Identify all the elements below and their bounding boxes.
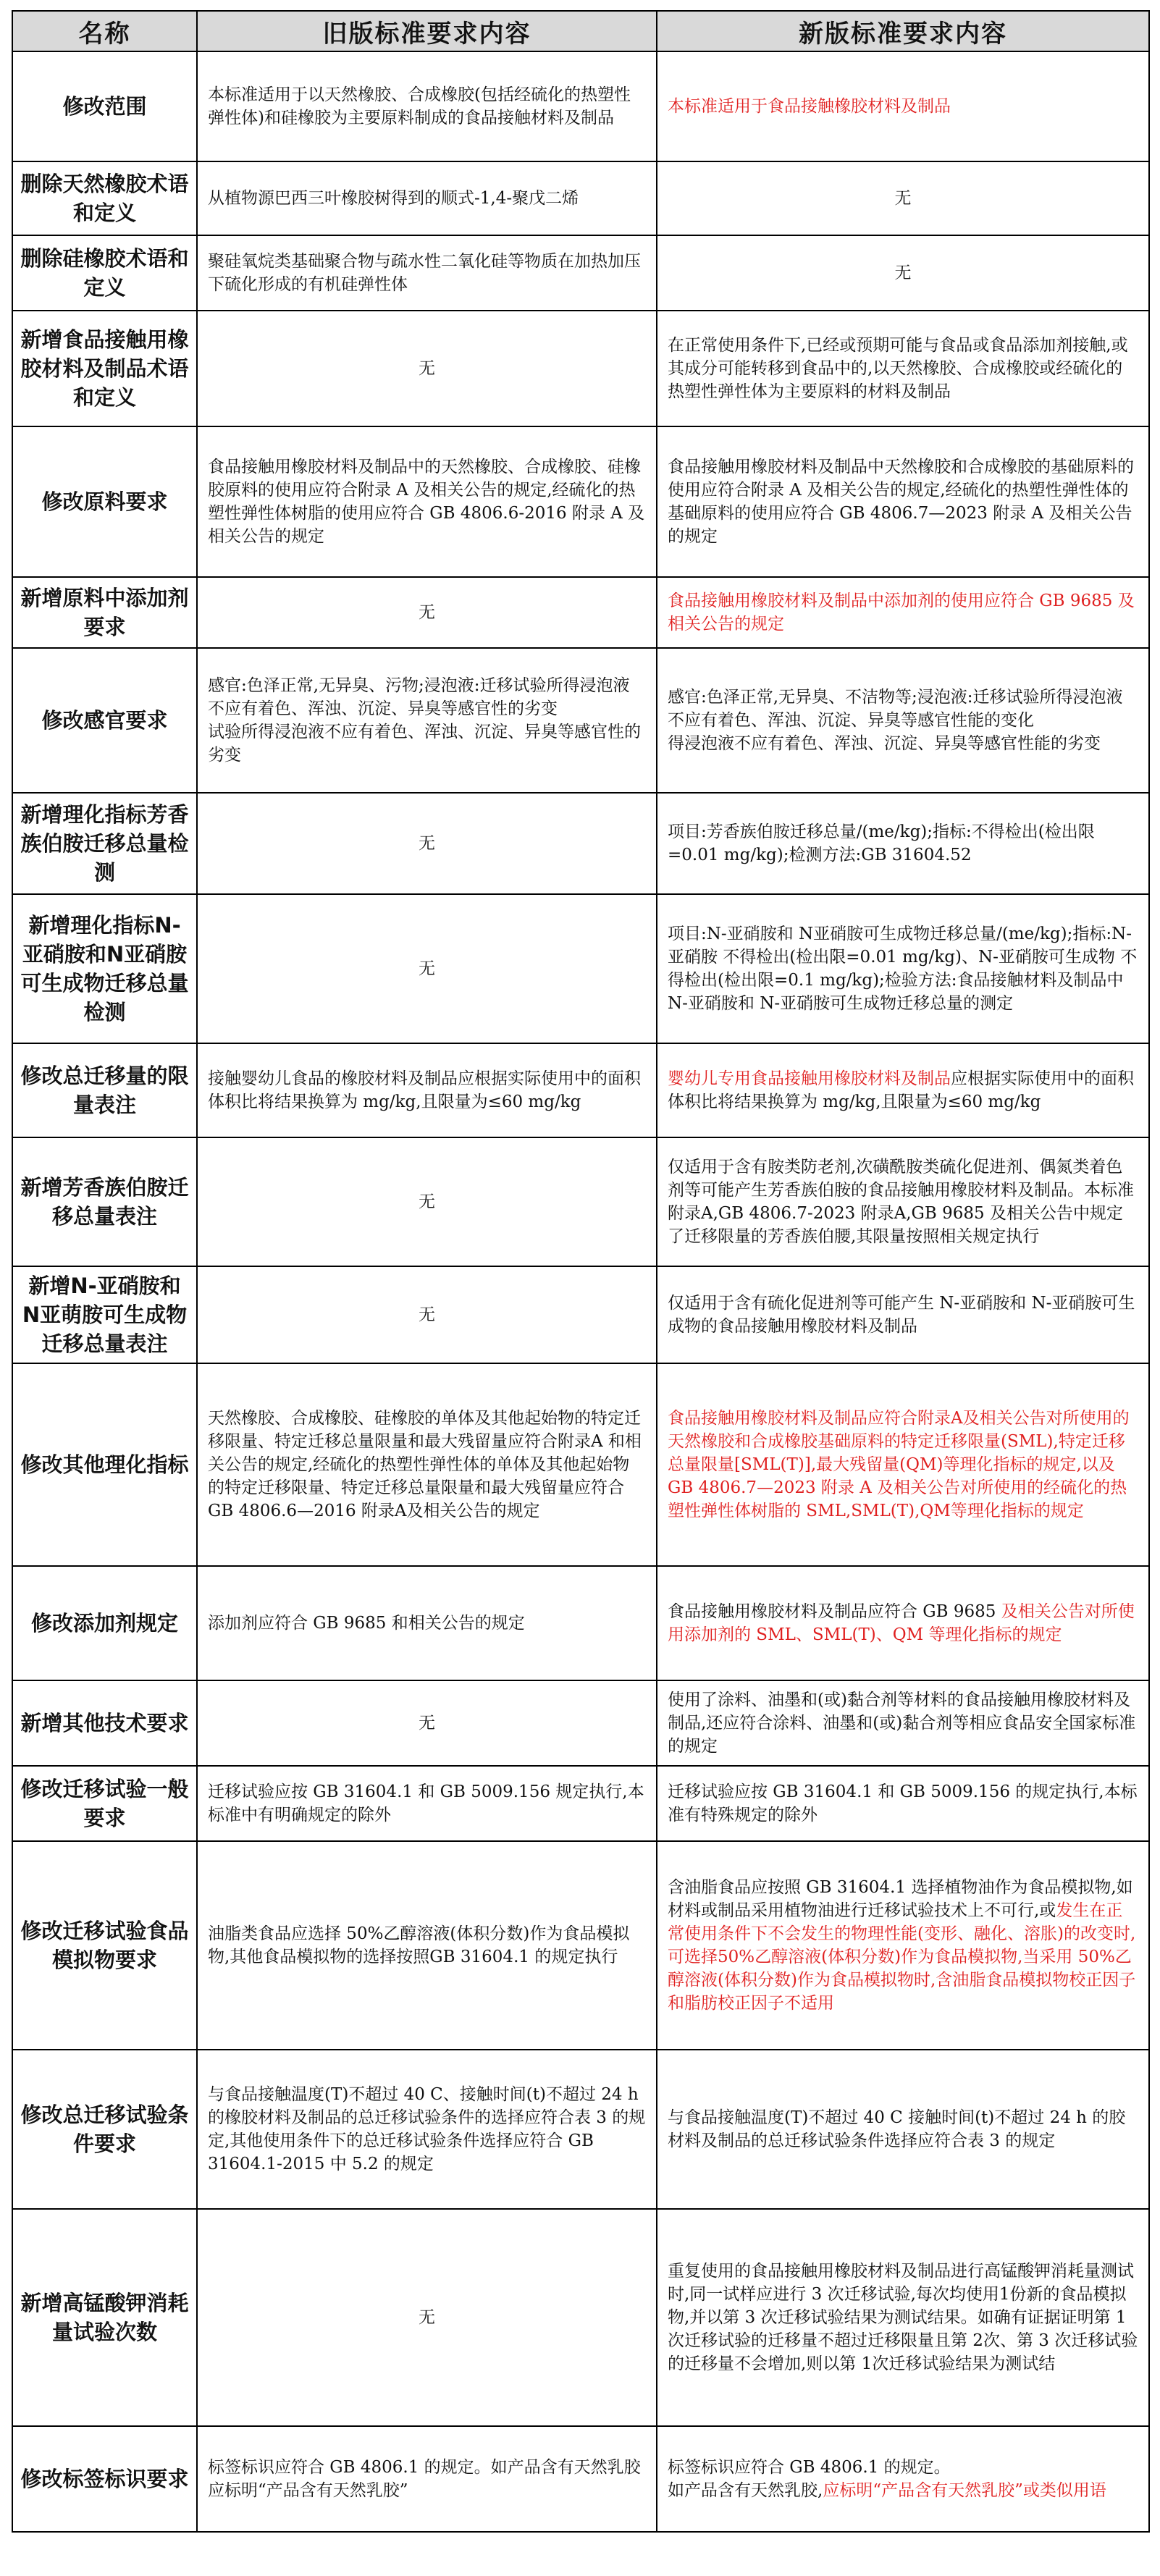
old-text: 无 [419, 1305, 435, 1324]
new-requirement [657, 161, 1149, 235]
old-text: 无 [419, 1192, 435, 1211]
row-name: 新增食品接触用橡胶材料及制品术语和定义 [12, 311, 197, 426]
header-name: 名称 [12, 11, 197, 51]
new-requirement [657, 51, 1149, 161]
row-name: 修改其他理化指标 [12, 1363, 197, 1566]
new-text: 感官:色泽正常,无异臭、不洁物等;浸泡液:迁移试验所得浸泡液不应有着色、浑浊、沉淀、异臭等感官性能的变化 得浸泡液不应有着色、浑浊、沉淀、异臭等感官性能的劣变 [668, 688, 1123, 753]
table-row [12, 51, 1149, 161]
table-row [12, 1363, 1149, 1566]
old-text: 聚硅氧烷类基础聚合物与疏水性二氧化硅等物质在加热加压下硫化形成的有机硅弹性体 [208, 252, 641, 294]
header-old: 旧版标准要求内容 [197, 11, 657, 51]
old-requirement [197, 894, 657, 1043]
old-requirement [197, 2050, 657, 2209]
table-row [12, 2050, 1149, 2209]
new-requirement [657, 235, 1149, 311]
old-text: 天然橡胶、合成橡胶、硅橡胶的单体及其他起始物的特定迁移限量、特定迁移总量限量和最大残留量应符合附录A 和相关公告的规定,经硫化的热塑性弹性体的单体及其他起始物的特定迁移限量、特定迁移总量限量和最大残留量应符合 GB 4806.6—2016 附录A及相关公告的规定 [208, 1409, 642, 1520]
new-requirement [657, 311, 1149, 426]
old-text: 与食品接触温度(T)不超过 40 C、接触时间(t)不超过 24 h 的橡胶材料及制品的总迁移试验条件的选择应符合表 3 的规定,其他使用条件下的总迁移试验条件选择应符合 GB 31604.1-2015 中 5.2 的规定 [208, 2085, 646, 2173]
header-row [12, 11, 1149, 51]
new-text: 含油脂食品应按照 GB 31604.1 选择植物油作为食品模拟物,如材料或制品采用植物油进行迁移试验技术上不可行,或 [668, 1878, 1133, 1920]
row-name: 修改原料要求 [12, 426, 197, 577]
new-requirement [657, 1363, 1149, 1566]
old-requirement [197, 2426, 657, 2532]
row-name: 删除天然橡胶术语和定义 [12, 161, 197, 235]
row-name: 修改迁移试验一般要求 [12, 1766, 197, 1841]
old-text: 本标准适用于以天然橡胶、合成橡胶(包括经硫化的热塑性弹性体)和硅橡胶为主要原料制成的食品接触材料及制品 [208, 85, 631, 127]
new-requirement [657, 1766, 1149, 1841]
old-requirement [197, 1766, 657, 1841]
old-text: 无 [419, 1714, 435, 1733]
old-requirement [197, 1566, 657, 1680]
new-requirement [657, 426, 1149, 577]
new-text-highlight: 婴幼儿专用食品接触用橡胶材料及制品 [668, 1069, 951, 1088]
table-row [12, 1680, 1149, 1766]
table-row [12, 577, 1149, 648]
old-requirement [197, 1841, 657, 2050]
new-requirement [657, 1566, 1149, 1680]
old-requirement [197, 235, 657, 311]
table-row [12, 1766, 1149, 1841]
table-row [12, 1043, 1149, 1137]
new-text-highlight: 食品接触用橡胶材料及制品应符合附录A及相关公告对所使用的天然橡胶和合成橡胶基础原料的特定迁移限量(SML),特定迁移总量限量[SML(T)],最大残留量(QM)等理化指标的规定,以及 GB 4806.7—2023 附录 A 及相关公告对所使用的经硫化的热塑性弹性体树脂的 SML,SML(T),QM等理化指标的规定 [668, 1409, 1130, 1520]
new-text-highlight: 本标准适用于食品接触橡胶材料及制品 [668, 97, 951, 116]
new-text: 食品接触用橡胶材料及制品中天然橡胶和合成橡胶的基础原料的使用应符合附录 A 及相关公告的规定,经硫化的热塑性弹性体的基础原料的使用应符合 GB 4806.7—2023 附录 A 及相关公告的规定 [668, 458, 1134, 546]
old-text: 无 [419, 359, 435, 378]
new-requirement [657, 2050, 1149, 2209]
new-requirement [657, 793, 1149, 894]
new-text: 使用了涂料、油墨和(或)黏合剂等材料的食品接触用橡胶材料及制品,还应符合涂料、油墨和(或)黏合剂等相应食品安全国家标准的规定 [668, 1691, 1136, 1756]
table-row [12, 161, 1149, 235]
table-row [12, 793, 1149, 894]
new-text: 与食品接触温度(T)不超过 40 C 接触时间(t)不超过 24 h 的胶材料及制品的总迁移试验条件选择应符合表 3 的规定 [668, 2108, 1126, 2150]
new-requirement [657, 648, 1149, 793]
new-text-highlight: 发生在正常使用条件下不会发生的物理性能(变形、融化、溶胀)的改变时,可选择50%乙醇溶液(体积分数)作为食品模拟物,当采用 50%乙醇溶液(体积分数)作为食品模拟物时,含油脂食品模拟物校正因子和脂肪校正因子不适用 [668, 1901, 1136, 2013]
new-text: 食品接触用橡胶材料及制品应符合 GB 9685 [668, 1602, 1001, 1621]
old-requirement [197, 1680, 657, 1766]
new-requirement [657, 1266, 1149, 1363]
new-requirement [657, 1680, 1149, 1766]
table-row [12, 1137, 1149, 1266]
row-name: 修改总迁移量的限量表注 [12, 1043, 197, 1137]
new-text: 应根据实际使用中的面积体积比将结果换算为 mg/kg,且限量为≤60 mg/kg [668, 1069, 1134, 1111]
old-text: 食品接触用橡胶材料及制品中的天然橡胶、合成橡胶、硅橡胶原料的使用应符合附录 A 及相关公告的规定,经硫化的热塑性弹性体树脂的使用应符合 GB 4806.6-2016 附录 A 及相关公告的规定 [208, 458, 645, 546]
new-requirement [657, 894, 1149, 1043]
new-requirement [657, 1043, 1149, 1137]
old-requirement [197, 1363, 657, 1566]
old-requirement [197, 51, 657, 161]
new-text-highlight: 应标明“产品含有天然乳胶”或类似用语 [823, 2481, 1106, 2500]
old-text: 无 [419, 959, 435, 978]
old-text: 无 [419, 834, 435, 853]
old-text: 无 [419, 2308, 435, 2327]
old-text: 从植物源巴西三叶橡胶树得到的顺式-1,4-聚戊二烯 [208, 189, 579, 208]
old-requirement [197, 793, 657, 894]
new-text: 无 [894, 264, 912, 282]
row-name: 新增高锰酸钾消耗量试验次数 [12, 2209, 197, 2426]
old-text: 迁移试验应按 GB 31604.1 和 GB 5009.156 规定执行,本标准中有明确规定的除外 [208, 1782, 644, 1824]
row-name: 新增芳香族伯胺迁移总量表注 [12, 1137, 197, 1266]
old-text: 接触婴幼儿食品的橡胶材料及制品应根据实际使用中的面积体积比将结果换算为 mg/kg,且限量为≤60 mg/kg [208, 1069, 641, 1111]
new-text: 仅适用于含有硫化促进剂等可能产生 N-亚硝胺和 N-亚硝胺可生成物的食品接触用橡胶材料及制品 [668, 1294, 1135, 1336]
old-requirement [197, 311, 657, 426]
new-text: 重复使用的食品接触用橡胶材料及制品进行高锰酸钾消耗量测试时,同一试样应进行 3 次迁移试验,每次均使用1份新的食品模拟物,并以第 3 次迁移试验结果为测试结果。如确有证据证明第 1次迁移试验的迁移量不超过迁移限量且第 2次、第 3 次迁移试验的迁移量不会增加,则以第 1次迁移试验结果为测试结 [668, 2262, 1138, 2373]
new-text: 项目:N-亚硝胺和 N亚硝胺可生成物迁移总量/(me/kg);指标:N-亚硝胺 不得检出(检出限=0.01 mg/kg)、N-亚硝胺可生成物 不得检出(检出限=0.1 mg/kg);检验方法:食品接触材料及制品中N-亚硝胺和 N-亚硝胺可生成物迁移总量的测定 [668, 925, 1138, 1013]
table-row [12, 648, 1149, 793]
row-name: 删除硅橡胶术语和定义 [12, 235, 197, 311]
row-name: 修改总迁移试验条件要求 [12, 2050, 197, 2209]
new-text: 在正常使用条件下,已经或预期可能与食品或食品添加剂接触,或其成分可能转移到食品中的,以天然橡胶、合成橡胶或经硫化的热塑性弹性体为主要原料的材料及制品 [668, 336, 1128, 401]
old-text: 标签标识应符合 GB 4806.1 的规定。如产品含有天然乳胶应标明“产品含有天然乳胶” [208, 2458, 641, 2500]
old-text: 感官:色泽正常,无异臭、污物;浸泡液:迁移试验所得浸泡液不应有着色、浑浊、沉淀、异臭等感官性的劣变 试验所得浸泡液不应有着色、浑浊、沉淀、异臭等感官性的劣变 [208, 676, 641, 765]
table-row [12, 894, 1149, 1043]
old-requirement [197, 1137, 657, 1266]
old-requirement [197, 426, 657, 577]
table-row [12, 426, 1149, 577]
comparison-table [12, 10, 1150, 2533]
old-text: 添加剂应符合 GB 9685 和相关公告的规定 [208, 1614, 525, 1633]
row-name: 新增理化指标芳香族伯胺迁移总量检测 [12, 793, 197, 894]
table-row [12, 1566, 1149, 1680]
new-requirement [657, 577, 1149, 648]
old-requirement [197, 648, 657, 793]
new-text: 迁移试验应按 GB 31604.1 和 GB 5009.156 的规定执行,本标准有特殊规定的除外 [668, 1782, 1138, 1824]
old-requirement [197, 1266, 657, 1363]
table-row [12, 2426, 1149, 2532]
header-new: 新版标准要求内容 [657, 11, 1149, 51]
row-name: 新增其他技术要求 [12, 1680, 197, 1766]
row-name: 新增原料中添加剂要求 [12, 577, 197, 648]
new-requirement [657, 1137, 1149, 1266]
table-row [12, 1841, 1149, 2050]
new-text: 标签标识应符合 GB 4806.1 的规定。 如产品含有天然乳胶, [668, 2458, 951, 2500]
row-name: 修改范围 [12, 51, 197, 161]
table-row [12, 2209, 1149, 2426]
old-requirement [197, 1043, 657, 1137]
new-text: 项目:芳香族伯胺迁移总量/(me/kg);指标:不得检出(检出限=0.01 mg/kg);检测方法:GB 31604.52 [668, 822, 1095, 864]
new-requirement [657, 2209, 1149, 2426]
old-requirement [197, 161, 657, 235]
new-requirement [657, 1841, 1149, 2050]
new-text-highlight: 食品接触用橡胶材料及制品中添加剂的使用应符合 GB 9685 及相关公告的规定 [668, 592, 1135, 634]
new-text: 无 [894, 189, 912, 208]
new-text: 仅适用于含有胺类防老剂,次磺酰胺类硫化促进剂、偶氮类着色剂等可能产生芳香族伯胺的食品接触用橡胶材料及制品。本标准附录A,GB 4806.7-2023 附录A,GB 9685 及相关公告中规定了迁移限量的芳香族伯腰,其限量按照相关规定执行 [668, 1158, 1134, 1246]
row-name: 新增理化指标N-亚硝胺和N亚硝胺可生成物迁移总量检测 [12, 894, 197, 1043]
old-text: 无 [419, 603, 435, 622]
row-name: 修改标签标识要求 [12, 2426, 197, 2532]
old-requirement [197, 2209, 657, 2426]
row-name: 修改感官要求 [12, 648, 197, 793]
new-text-highlight: 及相关公告对所使用添加剂的 SML、SML(T)、QM 等理化指标的规定 [668, 1602, 1135, 1644]
row-name: 修改迁移试验食品模拟物要求 [12, 1841, 197, 2050]
table-row [12, 311, 1149, 426]
old-text: 油脂类食品应选择 50%乙醇溶液(体积分数)作为食品模拟物,其他食品模拟物的选择按照GB 31604.1 的规定执行 [208, 1924, 630, 1966]
table-row [12, 235, 1149, 311]
row-name: 修改添加剂规定 [12, 1566, 197, 1680]
new-requirement [657, 2426, 1149, 2532]
table-row [12, 1266, 1149, 1363]
row-name: 新增N-亚硝胺和N亚萌胺可生成物迁移总量表注 [12, 1266, 197, 1363]
old-requirement [197, 577, 657, 648]
